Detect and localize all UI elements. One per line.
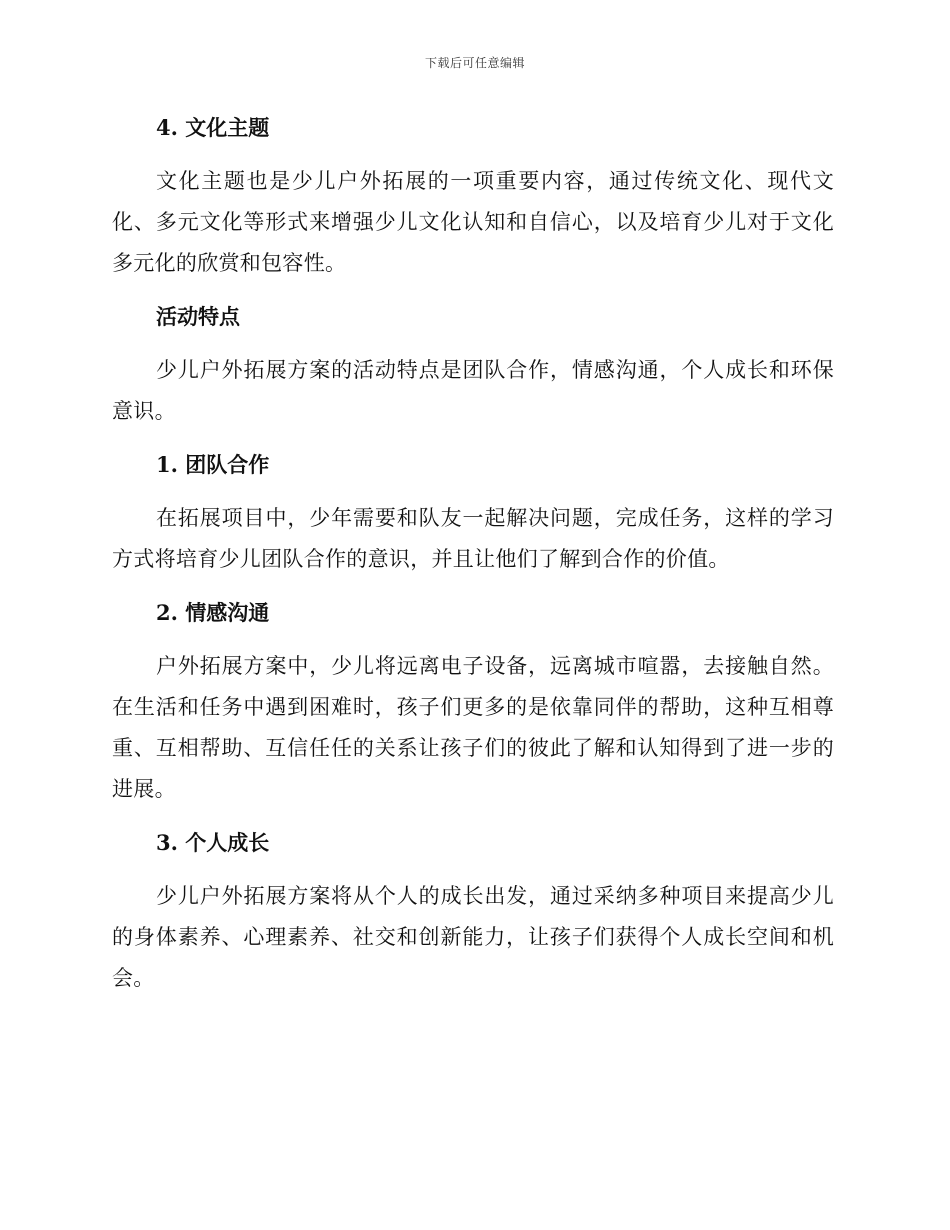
section-paragraph-features: 少儿户外拓展方案的活动特点是团队合作，情感沟通，个人成长和环保意识。 [112,358,834,423]
section-heading-teamwork: 1. 团队合作 [156,452,270,477]
section-heading-features: 活动特点 [156,304,240,329]
section-paragraph-communication: 户外拓展方案中，少儿将远离电子设备，远离城市喧嚣，去接触自然。在生活和任务中遇到困难时，孩子们更多的是依靠同伴的帮助，这种互相尊重、互相帮助、互信任任的关系让孩子们的彼此了解和认知得到了进一步的进展。 [112,654,834,801]
section-heading-culture: 4. 文化主题 [156,115,270,140]
document-body [112,108,834,999]
page-header-note: 下载后可任意编辑 [424,56,525,70]
section-heading-communication: 2. 情感沟通 [156,600,270,625]
section-paragraph-culture: 文化主题也是少儿户外拓展的一项重要内容，通过传统文化、现代文化、多元文化等形式来增强少儿文化认知和自信心，以及培育少儿对于文化多元化的欣赏和包容性。 [112,169,834,275]
section-paragraph-teamwork: 在拓展项目中，少年需要和队友一起解决问题，完成任务，这样的学习方式将培育少儿团队合作的意识，并且让他们了解到合作的价值。 [112,506,834,571]
section-heading-growth: 3. 个人成长 [156,830,270,855]
section-paragraph-growth: 少儿户外拓展方案将从个人的成长出发，通过采纳多种项目来提高少儿的身体素养、心理素养、社交和创新能力，让孩子们获得个人成长空间和机会。 [112,884,834,990]
